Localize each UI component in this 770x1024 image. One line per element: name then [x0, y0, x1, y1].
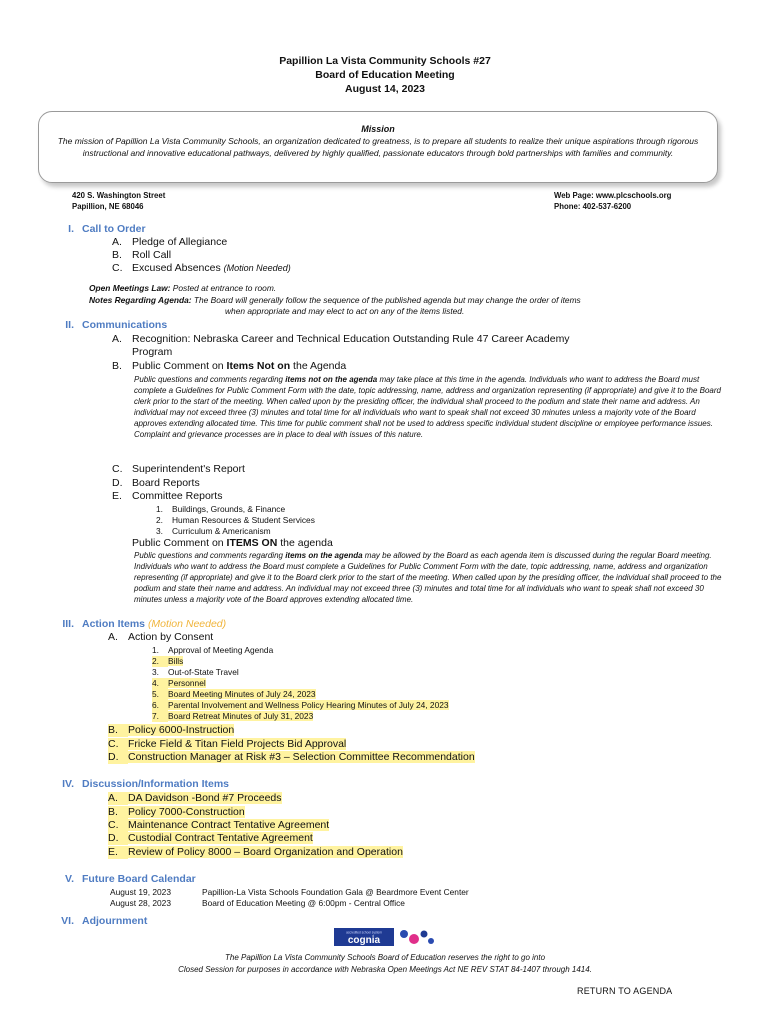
agenda-item: C. Maintenance Contract Tentative Agreement	[108, 819, 330, 831]
address-city: Papillion, NE 68046	[72, 202, 144, 211]
section-adjournment: VI. Adjournment	[61, 915, 148, 927]
agenda-item-cont: Program	[132, 346, 173, 358]
web-page[interactable]: Web Page: www.plcschools.org	[554, 191, 672, 200]
logo-text: cognia	[347, 935, 381, 946]
committee-item: 2. Human Resources & Student Services	[156, 515, 315, 525]
agenda-item: D. Custodial Contract Tentative Agreement	[108, 832, 313, 844]
consent-item: 5. Board Meeting Minutes of July 24, 2023	[152, 689, 316, 699]
calendar-date: August 28, 2023	[110, 898, 172, 908]
mission-text: The mission of Papillion La Vista Community Schools, an organization dedicated to greatness, is to prepare all students to realize their unique aspirations through rigorous instructional and innovative educational pathways, delivered by highly qualified, passionate educators through bold partnerships with families and community.	[57, 136, 699, 158]
section-action-items: III. Action Items (Motion Needed)	[62, 618, 227, 630]
section-title: Call to Order	[82, 223, 146, 235]
public-comment-on-agenda-text: Public questions and comments regarding items on the agenda may be allowed by the Board as each agenda item is discussed during the regular Board meeting. Individuals who want to address the Board must complete a Guidelines for Public Comment Form with the date, topic addressing, name, address and organization representing (if appropriate) and give it to the Board clerk prior to the start of the meeting. When called upon by the presiding officer, the individual shall proceed to the podium and state their name and address. An individual may not exceed three (3) minutes and total time for all individuals who want to speak shall not exceed 30 minutes unless a majority vote of the Board approves extending allocated time.	[134, 551, 722, 604]
agenda-item: E. Review of Policy 8000 – Board Organization and Operation	[108, 846, 403, 858]
phone-number: Phone: 402-537-6200	[554, 202, 632, 211]
section-number: I.	[68, 223, 74, 235]
agenda-item: D. Construction Manager at Risk #3 – Selection Committee Recommendation	[108, 751, 475, 763]
agenda-item: A. Action by Consent	[108, 631, 214, 643]
agenda-item: A. Pledge of Allegiance	[112, 236, 228, 248]
consent-item: 3. Out-of-State Travel	[152, 667, 239, 677]
consent-item: 2. Bills	[152, 656, 184, 666]
mission-title: Mission	[361, 124, 395, 134]
consent-item: 6. Parental Involvement and Wellness Policy Hearing Minutes of July 24, 2023	[152, 700, 449, 710]
agenda-item: A. DA Davidson -Bond #7 Proceeds	[108, 792, 282, 804]
section-communications: II. Communications	[65, 319, 168, 331]
committee-item: 3. Curriculum & Americanism	[156, 526, 271, 536]
notes-regarding-agenda-cont: when appropriate and may elect to act on any of the items listed.	[225, 306, 465, 316]
cognia-logo	[334, 928, 436, 946]
district-name: Papillion La Vista Community Schools #27	[279, 55, 491, 67]
section-discussion-items: IV. Discussion/Information Items	[62, 778, 230, 790]
footer-line-1: The Papillion La Vista Community Schools Board of Education reserves the right to go into	[224, 953, 546, 962]
mission-box	[38, 111, 718, 183]
agenda-item: B. Roll Call	[112, 249, 172, 261]
agenda-item: E. Committee Reports	[112, 490, 223, 502]
footer-line-2: Closed Session for purposes in accordance with Nebraska Open Meetings Act NE REV STAT 84-1407 through 1414.	[178, 965, 592, 974]
calendar-date: August 19, 2023	[110, 887, 172, 897]
calendar-event: Board of Education Meeting @ 6:00pm - Central Office	[202, 898, 405, 908]
agenda-item: C. Superintendent's Report	[112, 463, 245, 475]
consent-item: 1. Approval of Meeting Agenda	[152, 645, 274, 655]
closed-session-notice	[0, 952, 770, 976]
section-future-calendar: V. Future Board Calendar	[65, 873, 196, 885]
agenda-item: C. Excused Absences (Motion Needed)	[112, 262, 291, 274]
document-header	[0, 54, 770, 96]
agenda-item: C. Fricke Field & Titan Field Projects Bid Approval	[108, 738, 347, 750]
open-meetings-law: Open Meetings Law: Posted at entrance to room.	[89, 283, 277, 293]
meeting-date: August 14, 2023	[345, 83, 425, 95]
agenda-item: B. Policy 7000-Construction	[108, 806, 245, 818]
address-street: 420 S. Washington Street	[72, 191, 166, 200]
agenda-item: A. Recognition: Nebraska Career and Technical Education Outstanding Rule 47 Career Academy	[112, 333, 570, 345]
agenda-item: D. Board Reports	[112, 477, 200, 489]
public-comment-not-on-agenda-text: Public questions and comments regarding items not on the agenda may take place at this time in the agenda. Individuals who want to address the Board must complete a Guidelines for Public Comment Form with the date, topic addressing, name, address and organization representing (if appropriate) and give it to the Board clerk prior to the start of the meeting. When called upon by the presiding officer, the individual shall proceed to the podium and state their name and address. An individual may not exceed three (3) minutes and total time for all individuals who want to speak shall not exceed 30 minutes unless a majority vote of the Board approves extending allocated time. This time for public comment shall not be used to address specific individual student discipline or employee performance issues. Complaint and grievance processes are in place to deal with issues of this nature.	[134, 375, 721, 439]
return-to-agenda-link[interactable]: RETURN TO AGENDA	[577, 986, 673, 996]
section-call-to-order	[48, 223, 146, 236]
agenda-item: B. Policy 6000-Instruction	[108, 724, 235, 736]
motion-note: (Motion Needed)	[147, 618, 227, 630]
district-address	[72, 190, 165, 212]
consent-item: 7. Board Retreat Minutes of July 31, 2023	[152, 711, 314, 721]
committee-item: 1. Buildings, Grounds, & Finance	[156, 504, 286, 514]
consent-item: 4. Personnel	[152, 678, 206, 688]
logo-caption: accredited school system	[346, 930, 382, 935]
district-contact	[554, 190, 671, 212]
agenda-item: Public Comment on ITEMS ON the agenda	[132, 537, 333, 549]
calendar-event: Papillion-La Vista Schools Foundation Gala @ Beardmore Event Center	[202, 887, 469, 897]
meeting-name: Board of Education Meeting	[315, 69, 455, 81]
notes-regarding-agenda: Notes Regarding Agenda: The Board will generally follow the sequence of the published agenda but may change the order of items	[89, 295, 581, 305]
motion-note: (Motion Needed)	[223, 263, 291, 273]
agenda-item: B. Public Comment on Items Not on the Agenda	[112, 360, 347, 372]
